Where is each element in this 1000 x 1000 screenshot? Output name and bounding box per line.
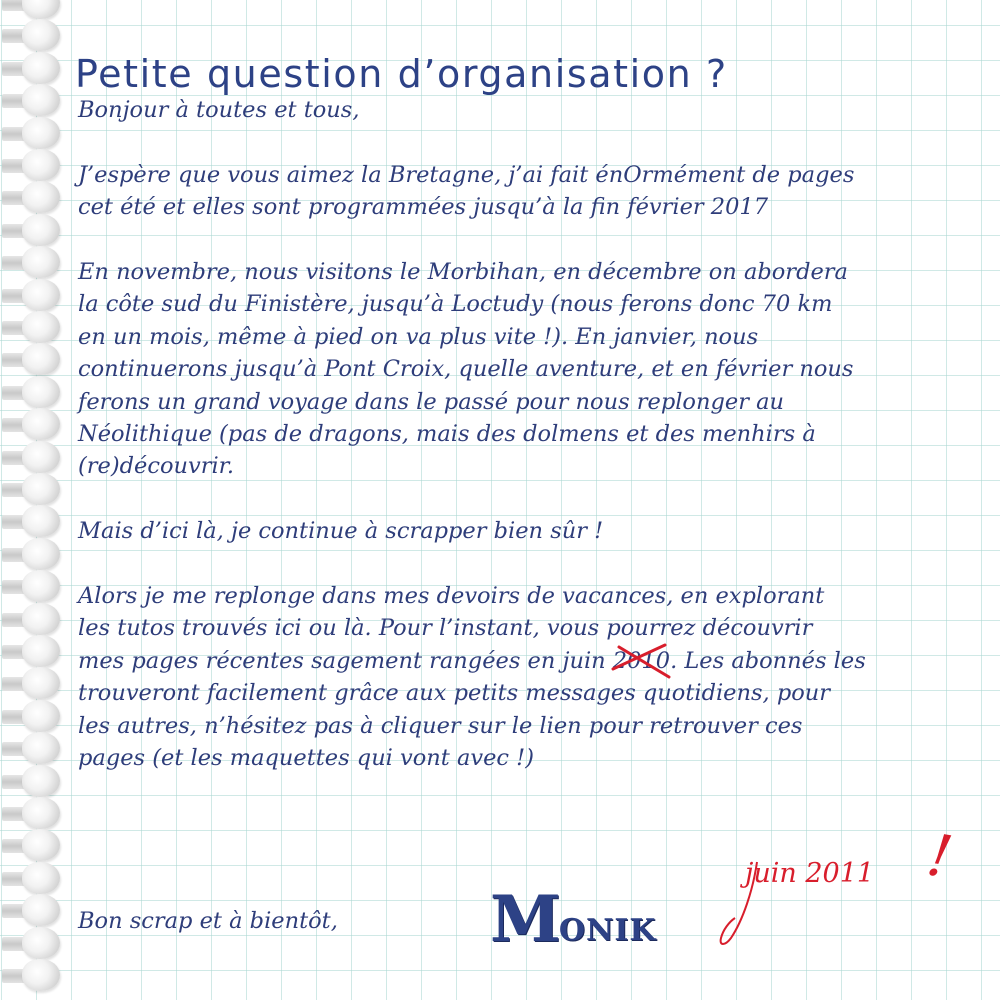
- paragraph-1-line: J’espère que vous aimez la Bretagne, j’ai fait énOrmément de pages: [78, 161, 855, 188]
- spiral-ring: [2, 148, 60, 182]
- spiral-ring: [2, 796, 60, 830]
- spiral-ring: [2, 893, 60, 927]
- spiral-ring: [2, 926, 60, 960]
- spiral-ring: [2, 958, 60, 992]
- ring-bulb: [22, 441, 60, 473]
- ring-bulb: [22, 538, 60, 570]
- ring-bulb: [22, 797, 60, 829]
- spiral-ring: [2, 342, 60, 376]
- spiral-ring: [2, 116, 60, 150]
- ring-bulb: [22, 408, 60, 440]
- ring-bulb: [22, 473, 60, 505]
- text-segment: mes pages récentes sagement rangées en juin: [78, 647, 613, 674]
- page-title: Petite question d’organisation ?: [75, 52, 728, 96]
- ring-bulb: [22, 19, 60, 51]
- paragraph-4-line: trouveront facilement grâce aux petits messages quotidiens, pour: [78, 680, 831, 707]
- notebook-spiral-binding: [0, 0, 60, 1000]
- paragraph-4-line: pages (et les maquettes qui vont avec !): [78, 745, 534, 772]
- ring-bulb: [22, 505, 60, 537]
- signature-rest: ONIK: [558, 913, 657, 948]
- ring-bulb: [22, 279, 60, 311]
- paragraph-2-line: En novembre, nous visitons le Morbihan, en décembre on abordera: [78, 259, 848, 285]
- spiral-ring: [2, 213, 60, 247]
- paragraph-4-line: les tutos trouvés ici ou là. Pour l’instant, vous pourrez découvrir: [78, 615, 813, 642]
- spiral-ring: [2, 83, 60, 117]
- paragraph-2-line: (re)découvrir.: [78, 453, 235, 480]
- spiral-ring: [2, 0, 60, 20]
- ring-bulb: [22, 894, 60, 926]
- paragraph-4-line: Alors je me replonge dans mes devoirs de vacances, en explorant: [78, 583, 825, 610]
- paragraph-4-line: [78, 645, 978, 677]
- spiral-ring: [2, 537, 60, 571]
- greeting: Bonjour à toutes et tous,: [78, 97, 360, 123]
- ring-bulb: [22, 343, 60, 375]
- spiral-ring: [2, 828, 60, 862]
- spiral-ring: [2, 569, 60, 603]
- spiral-ring: [2, 472, 60, 506]
- paragraph-1-line: cet été et elles sont programmées jusqu’à la fin février 2017: [78, 194, 769, 221]
- spiral-ring: [2, 245, 60, 279]
- paragraph-4-line: les autres, n’hésitez pas à cliquer sur le lien pour retrouver ces: [78, 712, 803, 739]
- spiral-ring: [2, 278, 60, 312]
- ring-bulb: [22, 84, 60, 116]
- ring-bulb: [22, 667, 60, 699]
- struck-year: [613, 645, 670, 677]
- ring-bulb: [22, 829, 60, 861]
- ring-bulb: [22, 149, 60, 181]
- ring-bulb: [22, 732, 60, 764]
- spiral-ring: [2, 731, 60, 765]
- strike-cross-icon: [609, 639, 671, 679]
- signature-monik: [490, 882, 657, 957]
- ring-bulb: [22, 570, 60, 602]
- ring-bulb: [22, 959, 60, 991]
- text-segment: . Les abonnés les: [670, 647, 866, 674]
- ring-bulb: [22, 765, 60, 797]
- signature-initial: M: [490, 882, 559, 957]
- ring-bulb: [22, 117, 60, 149]
- ring-bulb: [22, 311, 60, 343]
- ring-bulb: [22, 603, 60, 635]
- paragraph-3-line: Mais d’ici là, je continue à scrapper bien sûr !: [78, 518, 604, 545]
- ring-bulb: [22, 927, 60, 959]
- paragraph-2-line: en un mois, même à pied on va plus vite !). En janvier, nous: [78, 323, 759, 350]
- ring-bulb: [22, 0, 60, 19]
- spiral-ring: [2, 18, 60, 52]
- spiral-ring: [2, 504, 60, 538]
- ring-bulb: [22, 52, 60, 84]
- paragraph-2-line: continuerons jusqu’à Pont Croix, quelle aventure, et en février nous: [78, 356, 854, 383]
- struck-year-text: 2010: [612, 647, 671, 674]
- spiral-ring: [2, 764, 60, 798]
- paragraph-2-line: ferons un grand voyage dans le passé pour nous replonger au: [78, 388, 785, 415]
- signoff: Bon scrap et à bientôt,: [78, 908, 338, 934]
- ring-bulb: [22, 181, 60, 213]
- correction-exclamation: !: [922, 820, 958, 892]
- spiral-ring: [2, 51, 60, 85]
- letter-body: [78, 94, 978, 774]
- spiral-ring: [2, 666, 60, 700]
- ring-bulb: [22, 862, 60, 894]
- ring-bulb: [22, 246, 60, 278]
- spiral-ring: [2, 180, 60, 214]
- spiral-ring: [2, 699, 60, 733]
- spiral-ring: [2, 375, 60, 409]
- paragraph-2-line: Néolithique (pas de dragons, mais des dolmens et des menhirs à: [78, 421, 816, 448]
- spiral-ring: [2, 440, 60, 474]
- correction-date: juin 2011: [745, 858, 875, 889]
- spiral-ring: [2, 634, 60, 668]
- spiral-ring: [2, 407, 60, 441]
- spiral-ring: [2, 861, 60, 895]
- ring-bulb: [22, 214, 60, 246]
- spiral-ring: [2, 310, 60, 344]
- ring-bulb: [22, 635, 60, 667]
- spiral-ring: [2, 602, 60, 636]
- ring-bulb: [22, 376, 60, 408]
- paragraph-2-line: la côte sud du Finistère, jusqu’à Loctudy (nous ferons donc 70 km: [78, 291, 833, 318]
- ring-bulb: [22, 700, 60, 732]
